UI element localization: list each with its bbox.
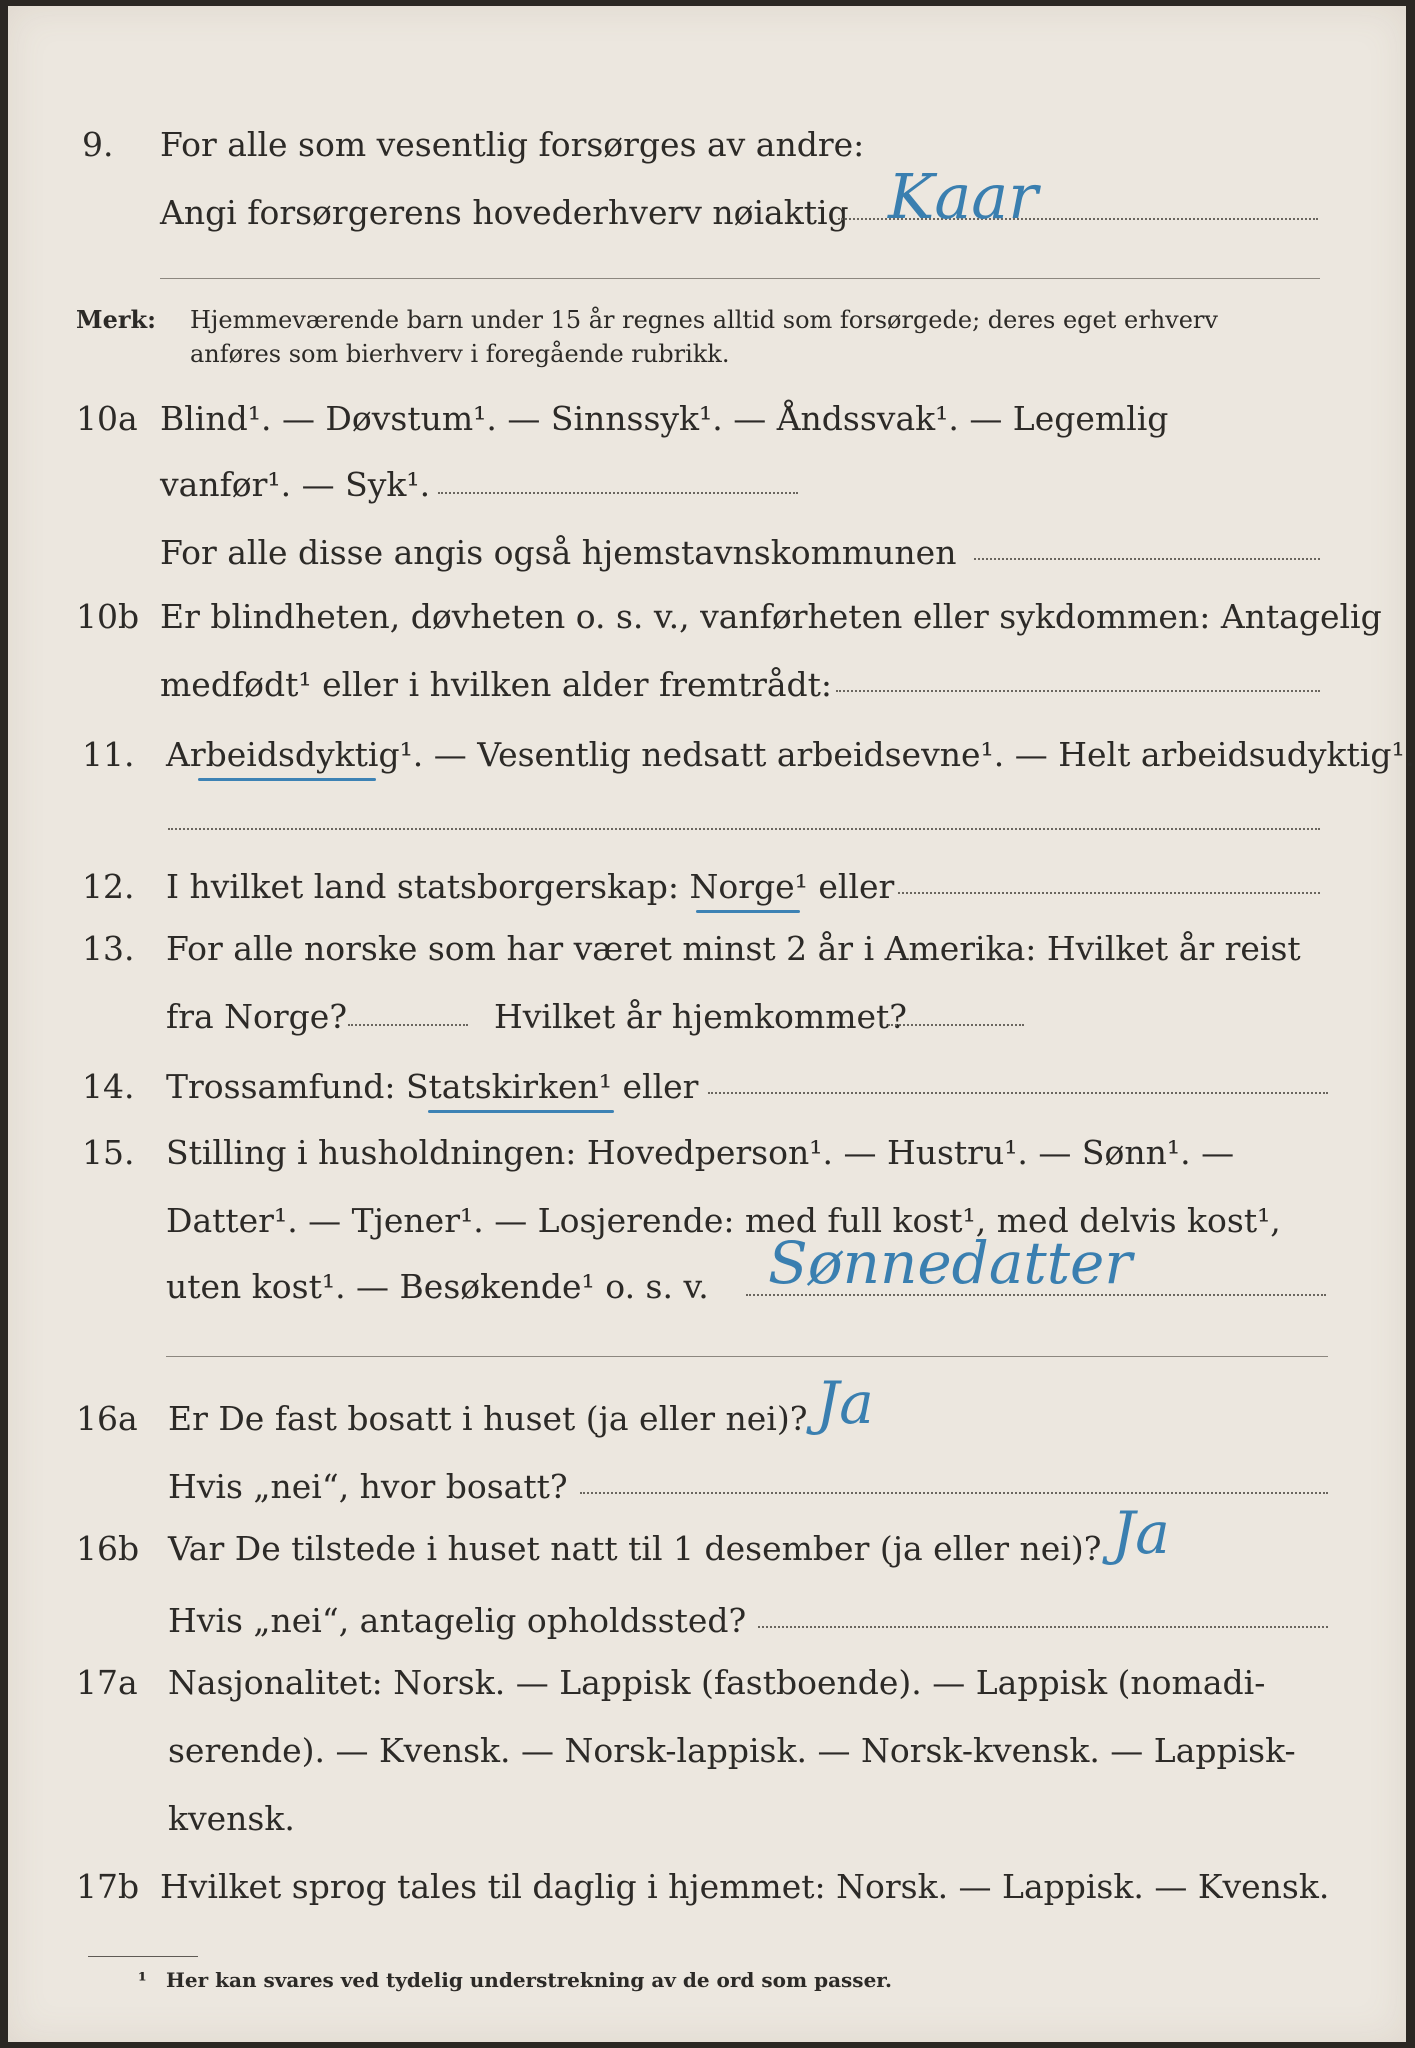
q16b-answer-handwriting: Ja (1112, 1499, 1170, 1567)
merk-label: Merk: (76, 305, 156, 334)
q16b-number: 16b (76, 1529, 140, 1568)
q17b-number: 17b (76, 1867, 140, 1906)
q9-answer-line (160, 278, 1320, 279)
q16a-line2: Hvis „nei“, hvor bosatt? (168, 1467, 568, 1506)
q13-line1: For alle norske som har været minst 2 år i Amerika: Hvilket år reist (166, 929, 1301, 968)
q13-number: 13. (82, 929, 135, 968)
q11-number: 11. (82, 735, 135, 774)
q10a-number: 10a (76, 399, 138, 438)
q17a-line2: serende). — Kvensk. — Norsk-lappisk. — Norsk-kvensk. — Lappisk- (168, 1731, 1296, 1770)
q9-answer-handwriting: Kaar (888, 160, 1038, 233)
q12-dotted-line (898, 892, 1320, 894)
q17a-number: 17a (76, 1663, 138, 1702)
q17b-line1: Hvilket sprog tales til daglig i hjemmet: Norsk. — Lappisk. — Kvensk. (160, 1867, 1330, 1906)
q13-line2b: Hvilket år hjemkommet? (494, 997, 907, 1036)
footnote-text: Her kan svares ved tydelig understrekning av de ord som passer. (166, 1968, 892, 1992)
q10a-line1: Blind¹. — Døvstum¹. — Sinnssyk¹. — Åndssvak¹. — Legemlig (160, 399, 1169, 438)
q10a-line2: vanfør¹. — Syk¹. (160, 465, 431, 504)
q16a-line1: Er De fast bosatt i huset (ja eller nei)? (168, 1399, 808, 1438)
q16a-answer-handwriting: Ja (816, 1369, 874, 1437)
merk-line2: anføres som bierhverv i foregående rubrikk. (190, 340, 730, 368)
q11-dotted-line (168, 828, 1320, 830)
q10b-line2: medfødt¹ eller i hvilken alder fremtrådt: (160, 665, 833, 704)
q10b-line1: Er blindheten, døvheten o. s. v., vanførheten eller sykdommen: Antagelig (160, 597, 1382, 636)
q14-dotted-line (708, 1092, 1328, 1094)
q14-line1: Trossamfund: Statskirken¹ eller (166, 1067, 699, 1106)
q11-underline-arbeidsdyktig (198, 778, 376, 781)
q15-line1: Stilling i husholdningen: Hovedperson¹. — Hustru¹. — Sønn¹. — (166, 1133, 1235, 1172)
q17a-line1: Nasjonalitet: Norsk. — Lappisk (fastboende). — Lappisk (nomadi- (168, 1663, 1266, 1702)
q13-reist-dotted-line (348, 1024, 468, 1026)
q15-number: 15. (82, 1133, 135, 1172)
q10b-number: 10b (76, 597, 140, 636)
q10a-hjemstavn-dotted-line (974, 558, 1320, 560)
q9-line2: Angi forsørgerens hovederhverv nøiaktig (160, 193, 849, 232)
q10a-line3: For alle disse angis også hjemstavnskommunen (160, 533, 957, 572)
q12-number: 12. (82, 867, 135, 906)
q9-line1: For alle som vesentlig forsørges av andre: (160, 125, 865, 164)
q13-hjemkommet-dotted-line (888, 1024, 1024, 1026)
footnote-rule (88, 1956, 198, 1957)
merk-line1: Hjemmeværende barn under 15 år regnes alltid som forsørgede; deres eget erhverv (190, 306, 1218, 334)
q9-number: 9. (82, 125, 114, 164)
q16a-number: 16a (76, 1399, 138, 1438)
q16b-dotted-line (758, 1626, 1328, 1628)
q15-answer-handwriting: Sønnedatter (768, 1229, 1133, 1297)
q12-underline-norge (696, 910, 800, 913)
q16b-line1: Var De tilstede i huset natt til 1 desember (ja eller nei)? (168, 1529, 1102, 1568)
q14-underline-statskirken (428, 1110, 614, 1113)
census-form-page (8, 6, 1415, 2042)
q15-line3: uten kost¹. — Besøkende¹ o. s. v. (166, 1267, 709, 1306)
q15-dotted-line (746, 1294, 1326, 1296)
footnote-mark: ¹ (138, 1968, 147, 1992)
q13-line2a: fra Norge? (166, 997, 348, 1036)
q17a-line3: kvensk. (168, 1799, 295, 1838)
q10a-dotted-line (438, 492, 798, 494)
q10b-dotted-line (836, 690, 1320, 692)
q16a-dotted-line (580, 1492, 1328, 1494)
q15-answer-line (166, 1356, 1328, 1357)
q14-number: 14. (82, 1067, 135, 1106)
q16b-line2: Hvis „nei“, antagelig opholdssted? (168, 1601, 747, 1640)
q11-line1: Arbeidsdyktig¹. — Vesentlig nedsatt arbeidsevne¹. — Helt arbeidsudyktig¹. (166, 735, 1415, 774)
q15-line2: Datter¹. — Tjener¹. — Losjerende: med full kost¹, med delvis kost¹, (166, 1201, 1281, 1240)
q12-line1: I hvilket land statsborgerskap: Norge¹ eller (166, 867, 895, 906)
